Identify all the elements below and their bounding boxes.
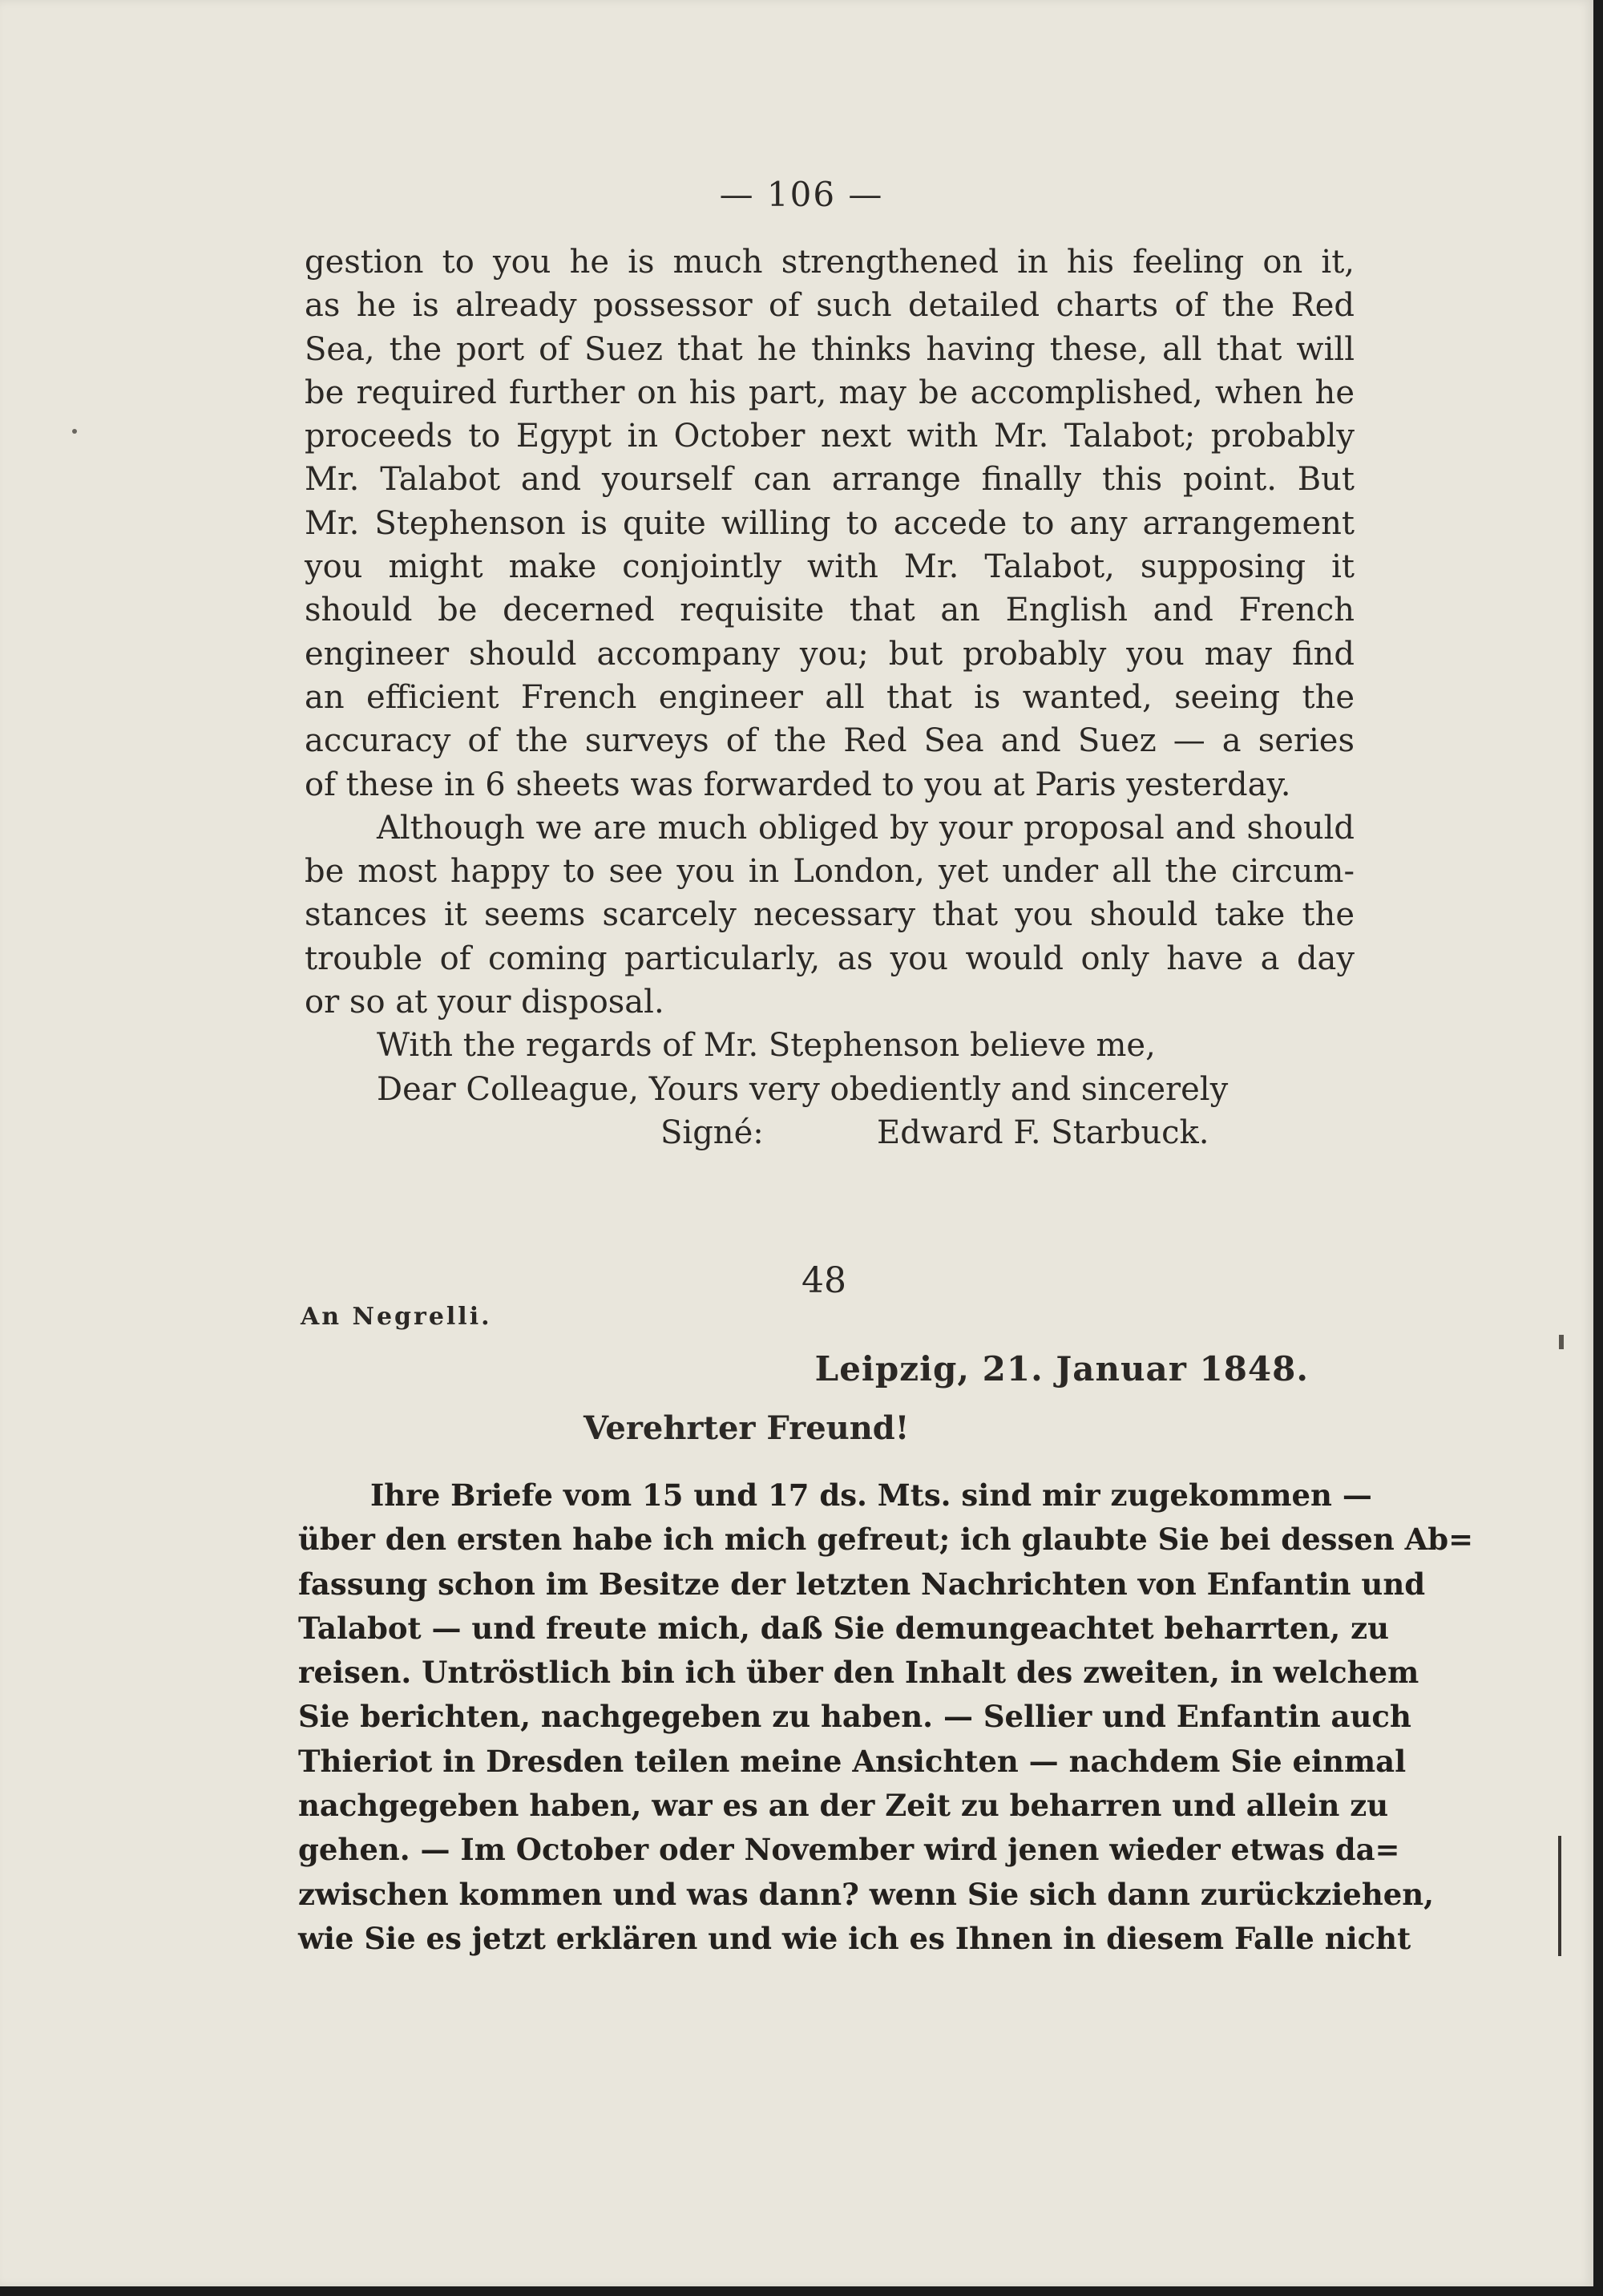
text-line: an efficient French engineer all that is wanted, seeing the — [305, 678, 1355, 716]
text-line: accuracy of the surveys of the Red Sea and Suez — a series — [305, 722, 1355, 760]
text-line: Talabot — und freute mich, daß Sie demungeachtet beharrten, zu — [298, 1610, 1390, 1646]
text-line: of these in 6 sheets was forwarded to you at Paris yesterday. — [305, 766, 1291, 803]
text-line: should be decerned requisite that an English and French — [305, 592, 1355, 629]
scan-border-bottom — [0, 2286, 1603, 2296]
page-number: — 106 — — [719, 175, 884, 214]
text-line: gehen. — Im October oder November wird jenen wieder etwas da= — [298, 1832, 1400, 1868]
text-line: fassung schon im Besitze der letzten Nachrichten von Enfantin und — [298, 1566, 1426, 1602]
text-line: Sie berichten, nachgegeben zu haben. — Sellier und Enfantin auch — [298, 1699, 1411, 1735]
salutation: Verehrter Freund! — [583, 1409, 910, 1447]
text-line: zwischen kommen und was dann? wenn Sie sich dann zurückziehen, — [298, 1876, 1435, 1912]
text-line: be most happy to see you in London, yet under all the circum- — [305, 853, 1355, 891]
english-letter-body — [305, 241, 1355, 1154]
text-line: gestion to you he is much strengthened in his feeling on it, — [305, 244, 1355, 281]
text-line: wie Sie es jetzt erklären und wie ich es Ihnen in diesem Falle nicht — [298, 1920, 1411, 1956]
text-line: über den ersten habe ich mich gefreut; ich glaubte Sie bei dessen Ab= — [298, 1522, 1474, 1558]
signature-label: Signé: — [660, 1114, 764, 1151]
letter-number: 48 — [802, 1260, 846, 1301]
text-line: Mr. Talabot and yourself can arrange finally this point. But — [305, 461, 1355, 499]
closing-line: With the regards of Mr. Stephenson believe me, — [377, 1027, 1156, 1065]
text-line: Although we are much obliged by your proposal and should — [377, 809, 1355, 847]
text-line: reisen. Untröstlich bin ich über den Inhalt des zweiten, in welchem — [298, 1655, 1419, 1691]
german-letter-body — [298, 1473, 1474, 1961]
paper-speck — [72, 429, 77, 434]
signature-line — [305, 1111, 1355, 1154]
signature-name: Edward F. Starbuck. — [877, 1114, 1209, 1151]
text-line: be required further on his part, may be accomplished, when he — [305, 374, 1355, 411]
closing-line: Dear Colleague, Yours very obediently and sincerely — [377, 1070, 1229, 1108]
text-line: Thieriot in Dresden teilen meine Ansichten — nachdem Sie einmal — [298, 1743, 1407, 1779]
text-line: as he is already possessor of such detailed charts of the Red — [305, 287, 1355, 325]
scan-border-right — [1593, 0, 1603, 2296]
text-line: proceeds to Egypt in October next with Mr. Talabot; probably — [305, 418, 1355, 455]
text-line: trouble of coming particularly, as you would only have a day — [305, 940, 1355, 977]
text-line: engineer should accompany you; but probably you may find — [305, 635, 1355, 673]
text-line: Sea, the port of Suez that he thinks having these, all that will — [305, 330, 1355, 368]
text-line: nachgegeben haben, war es an der Zeit zu beharren und allein zu — [298, 1788, 1389, 1824]
text-line: or so at your disposal. — [305, 984, 664, 1021]
text-line: stances it seems scarcely necessary that you should take the — [305, 896, 1355, 934]
margin-mark — [1559, 1335, 1564, 1349]
text-line: Mr. Stephenson is quite willing to accede to any arrangement — [305, 504, 1355, 542]
text-line: you might make conjointly with Mr. Talabot, supposing it — [305, 548, 1355, 586]
text-line: Ihre Briefe vom 15 und 17 ds. Mts. sind mir zugekommen — — [370, 1477, 1372, 1513]
place-date: Leipzig, 21. Januar 1848. — [814, 1349, 1309, 1389]
addressee: An Negrelli. — [301, 1303, 492, 1331]
margin-rule — [1558, 1836, 1561, 1956]
